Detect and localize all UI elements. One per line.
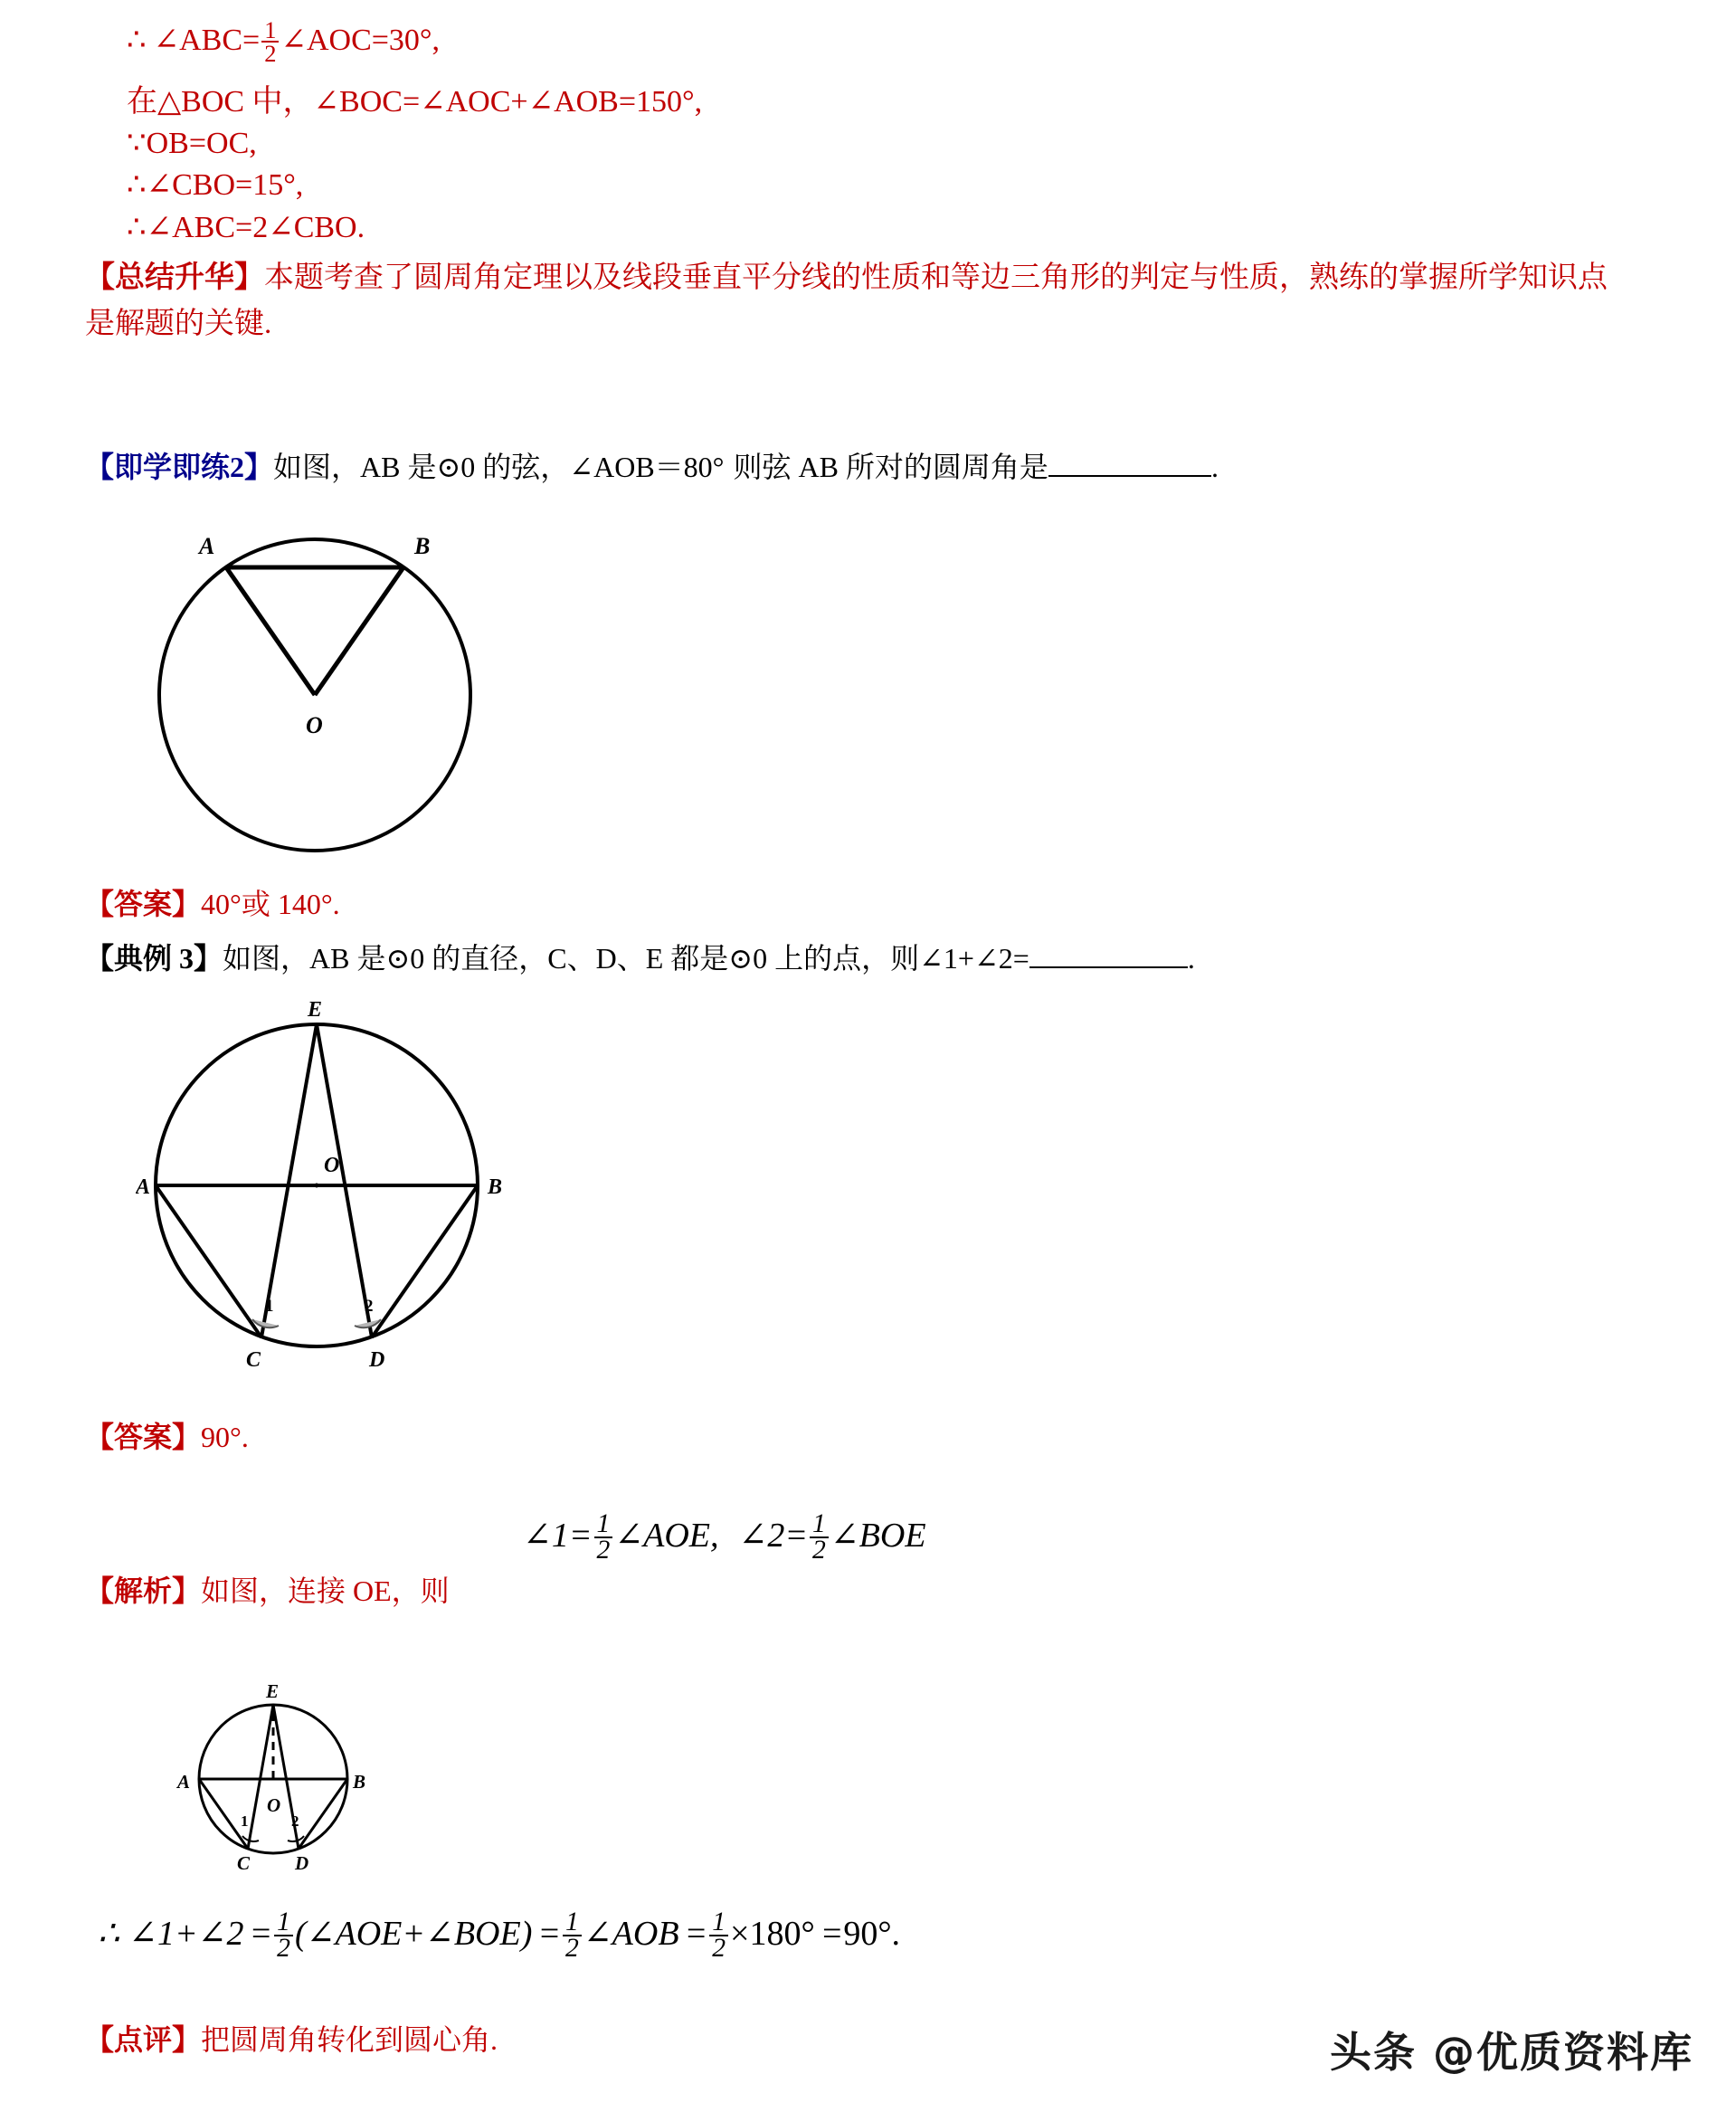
fraction-denominator: 2 [712,1934,726,1964]
final-eq3: = [684,1914,708,1953]
practice2-text-a: 如图，AB 是⊙0 的弦，∠AOB＝80° [273,451,725,483]
fraction-one-half-a [594,1509,613,1565]
practice2-period: . [1210,451,1219,483]
figure-2-circle-diameter [136,1000,525,1380]
final-result: 90°. [843,1914,901,1953]
label-D: D [369,1348,385,1372]
fraction-denominator: 2 [812,1536,826,1565]
segment-CE [261,1024,317,1337]
comment-tag: 【点评】 [85,2023,202,2056]
label-angle-1: 1 [241,1812,249,1830]
fraction-one-half [261,16,279,68]
analysis-term1: ∠AOE [614,1516,711,1555]
final-eq2: = [537,1914,562,1953]
analysis-term2: ∠BOE [830,1516,926,1555]
fraction-denominator: 2 [565,1934,579,1964]
example3-answer-blank[interactable] [1029,947,1188,968]
segment-AC [156,1185,261,1337]
fraction-one-half-b [810,1509,829,1565]
label-B: B [353,1771,366,1793]
fraction-numerator: 1 [709,1910,728,1936]
therefore-symbol: ∴ [98,1914,120,1953]
radius-OB [315,567,403,695]
comment-line [85,2025,498,2054]
fraction-numerator: 1 [261,19,279,43]
analysis-tag: 【解析】 [85,1574,202,1607]
final-formula [98,1907,901,1964]
segment-DB [372,1185,478,1337]
example3-line [85,944,1195,973]
analysis-line [85,1576,450,1605]
label-O: O [324,1154,340,1177]
answer1-tag: 【答案】 [85,888,202,920]
label-C: C [237,1852,251,1873]
comment-text: 把圆周角转化到圆心角. [201,2023,498,2056]
example3-period: . [1187,942,1195,975]
watermark-text: 头条 @优质资料库 [1330,2028,1694,2077]
fraction-numerator: 1 [594,1512,613,1538]
proof-line-1 [127,16,441,68]
proof-line-5: ∴∠ABC=2∠CBO. [127,211,365,244]
practice2-text-b: 则弦 AB 所对的圆周角是 [733,451,1048,483]
label-angle-2: 2 [291,1812,299,1830]
final-term-aob: ∠AOB [583,1914,679,1953]
fraction-numerator: 1 [563,1910,582,1936]
practice2-line [85,452,1219,481]
fraction-numerator: 1 [274,1910,293,1936]
label-B: B [414,533,431,559]
final-eq1: = [249,1914,273,1953]
label-A: A [199,533,215,559]
answer1-text: 40°或 140°. [201,888,340,920]
practice2-answer-blank[interactable] [1048,455,1211,477]
summary-paragraph [85,255,1623,347]
final-eq4: = [820,1914,844,1953]
analysis-formula [523,1509,926,1565]
summary-tag: 【总结升华】 [85,262,264,294]
therefore-symbol: ∴ [127,24,147,58]
analysis-angle1: ∠1 [523,1516,569,1555]
label-A: A [136,1175,151,1199]
center-point [315,1184,319,1188]
proof-line-1-rhs: ∠AOC=30°, [280,24,441,58]
fraction-denominator: 2 [596,1536,611,1565]
label-O: O [306,712,323,738]
fraction-denominator: 2 [264,40,277,68]
practice2-tag: 【即学即练2】 [85,451,274,483]
figure-3-svg [127,1647,398,1873]
proof-line-1-lhs: ∠ABC= [153,24,261,58]
fraction-one-half-3 [709,1907,728,1964]
final-lhs: ∠1+∠2 [128,1914,244,1953]
fraction-one-half-2 [563,1907,582,1964]
summary-text: 本题考查了圆周角定理以及线段垂直平分线的性质和等边三角形的判定与性质，熟练的掌握所学知识点是解题的关键. [85,262,1608,341]
fraction-one-half-1 [274,1907,293,1964]
figure-3-circle-with-OE [127,1647,398,1873]
label-O: O [267,1794,281,1816]
example3-tag: 【典例 3】 [85,942,223,975]
label-A: A [177,1771,191,1793]
label-D: D [295,1852,309,1873]
proof-line-3: ∵OB=OC, [127,127,257,160]
fraction-numerator: 1 [810,1512,829,1538]
figure-1-circle-chord [136,516,498,860]
label-E: E [266,1680,280,1702]
proof-line-4: ∴∠CBO=15°, [127,168,304,202]
segment-ED [317,1024,372,1337]
analysis-text: 如图，连接 OE，则 [201,1574,450,1607]
proof-line-2: 在△BOC 中，∠BOC=∠AOC+∠AOB=150°, [127,85,703,119]
analysis-eq1: = [568,1516,593,1555]
radius-OA [226,567,315,695]
label-B: B [488,1175,503,1199]
fraction-denominator: 2 [277,1934,290,1964]
analysis-eq2: = [784,1516,809,1555]
label-E: E [308,1000,323,1022]
answer2-tag: 【答案】 [85,1421,202,1453]
label-C: C [246,1348,261,1372]
answer2-text: 90°. [201,1421,249,1453]
figure-1-svg [136,516,498,860]
figure-2-svg [136,1000,525,1380]
analysis-comma: , [710,1516,719,1555]
example3-text: 如图，AB 是⊙0 的直径，C、D、E 都是⊙0 上的点，则∠1+∠2= [223,942,1029,975]
final-times: ×180° [730,1914,815,1953]
answer1-line [85,890,340,918]
final-group: (∠AOE+∠BOE) [294,1914,533,1953]
analysis-angle2: ∠2 [738,1516,785,1555]
answer2-line [85,1422,249,1451]
label-angle-2: 2 [365,1297,374,1316]
segment-CE [248,1705,273,1849]
label-angle-1: 1 [265,1297,274,1316]
